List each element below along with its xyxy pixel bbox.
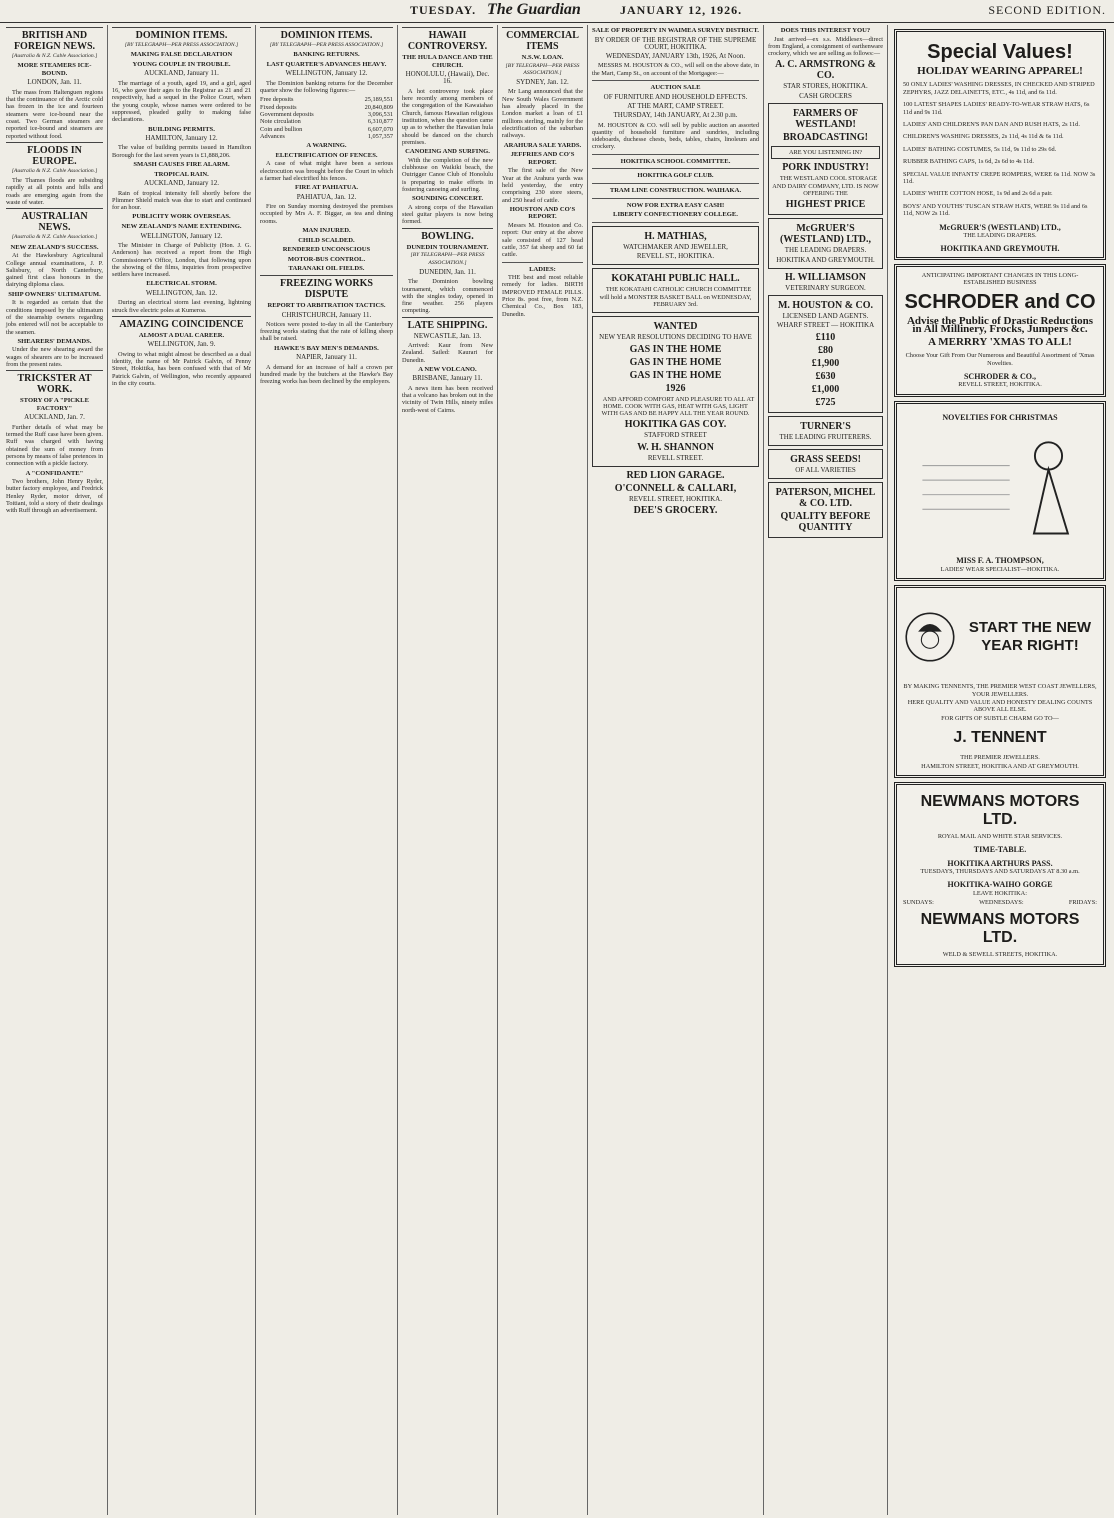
advert-date: WEDNESDAY, JANUARY 13th, 1926, At Noon. [605,52,746,61]
source-line: [BY TELEGRAPH—PER PRESS ASSOCIATION.] [124,42,239,48]
article-text: A hot controversy took place here recently among members of the congregation of the Kawaiahao Church, famous Hawaiian religious institution, when the question came up as to whether the Hawaiian hula should be danced on the church premises. [402,87,493,146]
advert-firm: A. C. ARMSTRONG & CO. [775,59,876,82]
dateline: SYDNEY, Jan. 12. [516,78,569,87]
dateline: WELLINGTON, Jan. 12. [145,288,218,297]
article-text: The value of building permits issued in Hamilton Borough for the last seven years is £1,888,206. [112,144,251,159]
column-7 [764,25,888,1515]
divider [592,154,759,155]
gas-advert [592,316,759,467]
subheading: A NEW VOLCANO. [418,365,477,373]
table-cell-value: 3,096,531 [367,110,393,118]
advert-tag: THE LEADING DRAPERS. [784,246,867,255]
column-6 [588,25,764,1515]
gas-line-1: GAS IN THE HOME [629,343,722,355]
heading-bowling: BOWLING. [402,228,493,242]
subheading: SOUNDING CONCERT. [411,195,484,203]
advert-heading: HOKITIKA GOLF CLUB. [637,172,714,180]
dateline: NAPIER, January 11. [296,353,357,362]
advert-firm: MISS F. A. THOMPSON, [956,556,1044,566]
list-item: RUBBER BATHING CAPS, 1s 6d, 2s 6d to 4s 11d. [903,158,1034,166]
subheading: DUNEDIN TOURNAMENT. [406,243,489,251]
advert-heading: HOKITIKA SCHOOL COMMITTEE. [620,157,731,165]
dateline: NEWCASTLE, Jan. 13. [413,331,482,340]
property-price-1: £110 [815,331,836,343]
article-text: Notices were posted to-day in all the Canterbury freezing works stating that the rate of killing sheep shall be raised. [260,320,393,343]
advert-heading: NOW FOR EXTRA EASY CASH! [626,201,725,209]
kokatahi-advert [592,268,759,313]
property-price-3: £1,900 [811,357,840,369]
advert-year: 1926 [665,382,686,394]
houston-advert [768,295,883,413]
advert-preheading: ANTICIPATING IMPORTANT CHANGES IN THIS LONG-ESTABLISHED BUSINESS [921,271,1079,286]
leave-label: LEAVE HOKITIKA: [973,889,1027,897]
advert-subheading: WATCHMAKER AND JEWELLER, [623,242,728,251]
advert-tag: CASH GROCERS [799,91,852,100]
heading-trickster-at-work: TRICKSTER AT WORK. [6,370,103,395]
dateline: AUCKLAND, January 12. [143,179,220,188]
table-cell-label: Free deposits [260,96,294,104]
dateline: CHRISTCHURCH, January 11. [281,310,372,319]
heading-commercial-items: COMMERCIAL ITEMS [502,27,583,52]
pork-advert [768,103,883,215]
subheading: HAWKE'S BAY MEN'S DEMANDS. [274,344,379,352]
table-cell-label: Note circulation [260,118,301,126]
advert-heading: KOKATAHI PUBLIC HALL. [611,273,740,285]
advert-heading: NEWMANS MOTORS LTD. [920,792,1080,828]
dateline: WELLINGTON, January 12. [285,69,368,78]
masthead-paper-title: The Guardian [487,1,581,18]
dateline: PAHIATUA, Jan. 12. [296,192,357,201]
banking-returns-table [260,96,393,140]
article-text: With the completion of the new clubhouse on Waikiki beach, the Outrigger Canoe Club of Honolulu is preparing to make efforts in fostering canoeing and surfing. [402,156,493,193]
subheading: TARANAKI OIL FIELDS. [288,265,365,273]
dateline: DUNEDIN, Jan. 11. [419,267,476,276]
subheading: JEFFRIES AND CO'S REPORT. [510,151,575,166]
table-row [260,104,393,111]
source-line: [BY TELEGRAPH—PER PRESS ASSOCIATION.] [505,62,580,76]
advert-xmas: A MERRRY 'XMAS TO ALL! [928,335,1072,348]
subheading: NEW ZEALAND'S SUCCESS. [10,243,99,251]
advert-firm: SCHRODER & CO., [963,372,1036,382]
dateline: BRISBANE, January 11. [412,374,483,383]
article-text: The Thames floods are subsiding rapidly at all points and hills and roads are emerging again from the waste of water. [6,177,103,207]
advert-subheading: THE LEADING FRUITERERS. [779,432,872,441]
heading-australian-news: AUSTRALIAN NEWS. [6,208,103,233]
article-text: Owing to what might almost be described as a dual identity, the name of Mr Patrick Galvin, of Penny Street, Hokitika, has been confused with that of Mr Patrick Galvin, of Wellington, who recently appeared in the city courts. [112,350,251,387]
schroder-advert [894,264,1106,397]
advert-firm: NEWMANS MOTORS LTD. [920,911,1080,947]
advert-firm: J. TENNENT [953,729,1047,747]
list-item: 100 LATEST SHAPES LADIES' READY-TO-WEAR STRAW HATS, 6s 11d and 9s 11d. [903,101,1090,116]
advert-place: AT THE MART, CAMP STREET. [627,101,724,110]
column-8 [888,25,1112,1515]
advert-question: ARE YOU LISTENING IN? [771,146,880,159]
divider [592,80,759,81]
divider [592,168,759,169]
advert-firm: HOKITIKA GAS COY. [624,419,727,431]
advert-heading: WANTED [653,321,698,333]
table-row [260,133,393,140]
column-4 [398,25,498,1515]
column-3 [256,25,398,1515]
subheading: A WARNING. [306,142,347,150]
advert-heading: O'CONNELL & CALLARI, [614,482,737,494]
subheading: N.S.W. LOAN. [521,54,564,61]
column-5 [498,25,588,1515]
table-row [260,126,393,133]
table-cell-value: 20,840,809 [364,103,393,111]
advert-subheading: NEW YEAR RESOLUTIONS DECIDING TO HAVE [599,333,752,342]
article-text: The marriage of a youth, aged 19, and a girl, aged 16, who gave their ages to the Registrar as 21 and 21 respectively, had a sequel in the Police Court, when the young couple, whose names were ordered to be suppressed, pleaded guilty to making false declarations. [112,79,251,124]
article-text: A strong corps of the Hawaiian steel guitar players is now being formed. [402,203,493,226]
advert-text: BY MAKING TENNENTS, THE PREMIER WEST COAST JEWELLERS, YOUR JEWELLERS. [903,683,1097,698]
table-cell-label: Coin and bullion [260,125,303,133]
advert-address: REVELL STREET, HOKITIKA. [629,494,722,503]
advert-text: AND AFFORD COMFORT AND PLEASURE TO ALL AT HOME. COOK WITH GAS, HEAT WITH GAS, LIGHT WITH GAS AND BE HAPPY ALL THE YEAR ROUND. [601,395,755,418]
advert-heading: M. HOUSTON & CO. [777,300,874,312]
advert-heading: H. MATHIAS, [644,230,707,242]
column-2 [108,25,256,1515]
advert-tag: LADIES' WEAR SPECIALIST—HOKITIKA. [940,565,1060,573]
property-price-6: £725 [815,396,836,408]
subheading: MAN INJURED. [302,227,351,235]
advert-address: REVELL ST., HOKITIKA. [636,252,715,261]
advert-text: HERE QUALITY AND VALUE AND HONESTY DEALING COUNTS ABOVE ALL ELSE. [907,698,1093,714]
subheading: YOUNG COUPLE IN TROUBLE. [132,60,231,68]
advert-text: Just arrived—ex s.s. Middlesex—direct from England, a consignment of earthenware crockery, which we are selling as follows:— [768,35,883,58]
advert-date: THURSDAY, 14th JANUARY, At 2.30 p.m. [613,111,738,120]
advert-tag: THE PREMIER JEWELLERS. [960,754,1040,762]
heading-late-shipping: LATE SHIPPING. [402,317,493,331]
tennent-advert [894,585,1106,778]
subheading: TROPICAL RAIN. [154,170,209,178]
subheading: ELECTRICAL STORM. [146,280,217,288]
advert-heading: H. WILLIAMSON [785,271,866,283]
timetable-title: TIME-TABLE. [973,845,1027,855]
advert-text: THE best and most reliable remedy for ladies. BIRTH IMPROVED FEMALE PILLS. Price 8s. post free, from N.Z. Chemical Co., Box 183, Dunedin. [502,274,583,318]
advert-address: WELD & SEWELL STREETS, HOKITIKA. [942,951,1058,959]
source-line: [Australia & N.Z. Cable Association.] [11,167,98,174]
heading-british-foreign-news: BRITISH AND FOREIGN NEWS. [6,27,103,52]
heading-freezing-works-dispute: FREEZING WORKS DISPUTE [260,275,393,300]
table-cell-value: 6,607,070 [367,125,393,133]
dateline: AUCKLAND, Jan. 7. [24,413,85,422]
advert-price: HIGHEST PRICE [785,199,866,211]
advert-address: STAR STORES, HOKITIKA. [783,82,868,91]
divider [592,198,759,199]
advert-text: THE WESTLAND COOL STORAGE AND DAIRY COMPANY, LTD. IS NOW OFFERING THE [772,175,879,197]
advert-subheading: OF ALL VARIETIES [795,466,856,475]
table-cell-value: 1,057,357 [367,132,393,140]
source-line: [BY TELEGRAPH—PER PRESS ASSOCIATION.] [269,42,384,48]
newmans-advert [894,782,1106,967]
advert-town: HOKITIKA AND GREYMOUTH. [776,255,875,264]
subheading: BANKING RETURNS. [293,51,360,59]
mathias-advert [592,226,759,266]
article-text: Messrs M. Houston and Co. report: Our entry at the above sale consisted of 127 head cattle, 357 fat sheep and 60 fat cattle. [502,222,583,259]
advert-heading: DOES THIS INTEREST YOU? [780,27,871,34]
list-item: LADIES' WHITE COTTON HOSE, 1s 9d and 2s 6d a pair. [903,190,1053,198]
route-days: TUESDAYS, THURSDAYS AND SATURDAYS AT 8.30 a.m. [920,867,1080,875]
subheading: ALMOST A DUAL CAREER. [138,331,225,339]
advert-subheading: BROADCASTING! [782,132,868,144]
masthead [0,0,1114,23]
subheading: PUBLICITY WORK OVERSEAS. [132,213,231,221]
subheading: SHIP OWNERS' ULTIMATUM. [8,290,101,298]
grass-seeds-advert [768,449,883,479]
article-text: During an electrical storm last evening, lightning struck five electric poles at Kumeroa. [112,299,251,314]
advert-address: WHARF STREET — HOKITIKA [776,321,875,330]
article-text: Arrived: Kaur from New Zealand. Sailed: Kaurari for Dunedin. [402,341,493,364]
mcgruers-advert [768,218,883,269]
subheading: MOTOR-BUS CONTROL. [287,255,366,263]
subheading: CHILD SCALDED. [298,236,355,244]
subheading: HOUSTON AND CO'S REPORT. [509,205,576,221]
subheading: SMASH CAUSES FIRE ALARM. [133,161,230,169]
advert-address: HAMILTON STREET, HOKITIKA AND AT GREYMOUTH. [921,762,1079,770]
advert-subheading: ROYAL MAIL AND WHITE STAR SERVICES. [937,832,1063,840]
masthead-day: TUESDAY. [410,3,477,17]
dateline: HONOLULU, (Hawaii), Dec. 16. [405,70,490,86]
advert-subheading: OF FURNITURE AND HOUSEHOLD EFFECTS. [603,92,748,101]
source-line: [BY TELEGRAPH—PER PRESS ASSOCIATION.] [410,252,485,266]
advert-heading: SALE OF PROPERTY IN WAIMEA SURVEY DISTRICT. [592,27,759,34]
turners-advert [768,416,883,446]
advert-town: HOKITIKA AND GREYMOUTH. [940,244,1060,254]
article-text: At the Hawkesbury Agricultural College annual examinations, J. P. Salisbury, of North Canterbury, gained first class honours in the dairying diploma class. [6,252,103,289]
advert-heading: START THE NEW YEAR RIGHT! [968,619,1092,655]
table-row [260,111,393,118]
subheading: LAST QUARTER'S ADVANCES HEAVY. [266,60,387,68]
advert-heading: FARMERS OF WESTLAND! [792,108,859,131]
advert-heading: GRASS SEEDS! [790,454,861,466]
advert-firm: W. H. SHANNON [637,441,714,453]
advert-firm: McGRUER'S (WESTLAND) LTD., [779,223,872,246]
advert-subheading: BY ORDER OF THE REGISTRAR OF THE SUPREME COURT, HOKITIKA. [594,35,757,51]
advert-heading: SCHRODER and CO [904,291,1096,314]
wednesday-label: WEDNESDAYS: [979,899,1024,907]
property-price-2: £80 [818,344,833,356]
advert-subheading: QUALITY BEFORE QUANTITY [780,511,871,534]
advert-heading: AUCTION SALE [650,84,701,92]
table-row [260,96,393,103]
article-text: The Dominion banking returns for the December quarter show the following figures:— [260,79,393,95]
list-item: 50 ONLY LADIES' WASHING DRESSES, IN CHECKED AND STRIPED ZEPHYRS, JAZZ DELAINETTS, ETC., 4s 11d, and 6s 11d. [903,81,1095,96]
property-price-5: £1,000 [811,383,840,395]
dateline: WELLINGTON, Jan. 9. [147,340,216,349]
article-text: A news item has been received that a volcano has broken out in the vicinity of Twin Hills, ninety miles north-west of Cairns. [402,384,493,414]
subheading: REPORT TO ARBITRATION TACTICS. [267,301,386,309]
dateline: WELLINGTON, January 12. [140,231,223,240]
article-text: The first sale of the New Year at the Arahura yards was held yesterday, the entry comprising 230 store steers, and 250 head of cattle. [502,167,583,204]
table-cell-label: Advances [260,132,285,140]
advert-heading: Special Values! [927,41,1073,63]
article-text: The Minister in Charge of Publicity (Hon. J. G. Anderson) has received a report from the High Commissioner's Office, London, that following upon the showing of the films, inquiries from prospective settlers have increased. [112,241,251,279]
table-cell-value: 25,189,551 [364,96,393,104]
table-cell-label: Government deposits [260,110,314,118]
advert-heading: TRAM LINE CONSTRUCTION. WAIHAKA. [609,186,742,194]
advert-subheading: HOLIDAY WEARING APPAREL! [917,65,1083,77]
sunday-label: SUNDAYS: [903,899,934,907]
source-line: [Australia & N.Z. Cable Association.] [11,234,98,241]
advert-heading: DEE'S GROCERY. [633,505,718,517]
advert-text: FOR GIFTS OF SUBTLE CHARM GO TO— [941,714,1059,722]
gas-line-2: GAS IN THE HOME [629,356,722,368]
table-cell-label: Fixed deposits [260,103,297,111]
gas-line-3: GAS IN THE HOME [629,369,722,381]
advert-firm: McGRUER'S (WESTLAND) LTD., [939,222,1061,232]
heading-hawaii-controversy: HAWAII CONTROVERSY. [402,27,493,52]
subheading: THE HULA DANCE AND THE CHURCH. [402,54,493,69]
advert-heading: NOVELTIES FOR CHRISTMAS [942,412,1058,422]
advert-heading: PATERSON, MICHEL & CO. LTD. [775,487,876,510]
advert-heading: RED LION GARAGE. [626,469,725,481]
soldier-illustration-icon [903,592,957,682]
source-line: [Australia & N.Z. Cable Association.] [11,53,98,59]
heading-amazing-coincidence: AMAZING COINCIDENCE [112,316,251,330]
subheading: FIRE AT PAHIATUA. [294,184,359,192]
article-text: It is regarded as certain that the conditions imposed by the ultimatum of the steamship owners regarding jobs entered will not be acceptable to the seamen. [6,299,103,336]
special-values-advert [894,29,1106,260]
subheading: ARAHURA SALE YARDS. [503,141,582,149]
table-cell-value: 6,310,877 [367,118,393,126]
heading-dominion-items: DOMINION ITEMS. [260,27,393,41]
list-item: LADIES' BATHING COSTUMES, 5s 11d, 9s 11d to 29s 6d. [903,145,1057,153]
timetable-days [903,898,1097,907]
advert-subheading: Advise the Public of Drastic Reductions in All Millinery, Frocks, Jumpers &c. [906,315,1094,335]
divider [592,183,759,184]
article-text: Further details of what may be termed the Ruff case have been given. Ruff was charged with having obtained the sum of money from persons by means of false pretences in connection with a pickle factory. [6,423,103,468]
advert-tag: THE LEADING DRAPERS. [963,231,1037,239]
article-text: Two brothers, John Henry Ryder, butter factory employee, and Fredrick Henley Ryder, motor driver, of Toitiani, told a story of their dealings with Ruff through an advertisement. [6,478,103,515]
property-price-4: £630 [815,370,836,382]
dateline: AUCKLAND, January 11. [144,69,219,78]
advert-address: REVELL STREET, HOKITIKA. [958,381,1042,389]
lady-illustration-icon [903,425,1097,545]
paterson-advert [768,482,883,538]
route-heading: HOKITIKA-WAIHO GORGE [947,880,1053,890]
advert-heading: TURNER'S [800,420,851,432]
advert-topic: PORK INDUSTRY! [782,162,869,174]
subheading: STORY OF A "PICKLE FACTORY" [20,397,89,412]
article-text: Under the new shearing award the wages of shearers are to be increased from the present rates. [6,346,103,368]
friday-label: FRIDAYS: [1068,899,1097,907]
list-item: LADIES' AND CHILDREN'S PAN DAN AND RUSH HATS, 2s 11d. [903,120,1080,128]
advert-text: Choose Your Gift From Our Numerous and Beautiful Assortment of 'Xmas Novelties. [905,352,1095,367]
subheading: NEW ZEALAND'S NAME EXTENDING. [121,223,242,231]
article-text: The mass from Haltenguen regions that the continuance of the Arctic cold has frozen in the ice and fourteen steamers were ice-bound near the coast. Two German steamers are reported ice-bound and steamers are reported without food. [6,88,103,140]
advert-address: STAFFORD STREET [644,431,707,440]
table-row [260,118,393,125]
list-item: BOYS' AND YOUTHS' TUSCAN STRAW HATS, WERE 9s 11d and 6s 11d, NOW 2s 11d. [903,202,1088,218]
advert-subheading: LICENSED LAND AGENTS. [782,312,869,321]
advert-text: M. HOUSTON & CO. will sell by public auction an assorted quantity of household furniture and sundries, including sideboards, duchesse chests, beds, tables, chairs, linoleum and crockery. [592,121,759,151]
advert-text: THE KOKATAHI CATHOLIC CHURCH COMMITTEE will hold a MONSTER BASKET BALL on WEDNESDAY, FEBRUARY 3rd. [599,286,752,308]
subheading: SHEARERS' DEMANDS. [17,337,92,345]
subheading: CANOEING AND SURFING. [405,148,490,156]
dateline: LONDON, Jan. 11. [27,78,82,87]
article-text: Rain of tropical intensity fell shortly before the Plimmer Shield match was due to start and continued for an hour. [112,189,251,212]
thompson-advert [894,401,1106,581]
article-text: Fire on Sunday morning destroyed the premises occupied by Mrs A. F. Biggar, as tea and dining rooms. [260,203,393,225]
masthead-edition: SECOND EDITION. [988,3,1106,17]
subheading: A "CONFIDANTE" [25,469,84,477]
advert-subheading: VETERINARY SURGEON. [785,283,866,292]
subheading: MORE STEAMERS ICE-BOUND. [17,62,92,77]
subheading-ladies: LADIES: [529,265,556,273]
advert-text: MESSRS M. HOUSTON & CO., will sell on the above date, in the Mart, Camp St., on account of the Mortgagee:— [592,62,759,77]
heading-dominion-items: DOMINION ITEMS. [112,27,251,41]
subheading: RENDERED UNCONSCIOUS [282,246,371,254]
divider [502,262,583,263]
subheading: MAKING FALSE DECLARATION [130,51,233,59]
list-item: SPECIAL VALUE INFANTS' CREPE ROMPERS, WERE 6s 11d. NOW 3s 11d. [903,170,1096,185]
divider [592,222,759,223]
article-text: The Dominion bowling tournament, which commenced with the singles today, opened in fine weather. 256 players competing. [402,278,493,315]
masthead-date: JANUARY 12, 1926. [620,3,743,17]
dateline: HAMILTON, January 12. [145,134,218,143]
list-item: CHILDREN'S WASHING DRESSES, 2s 11d, 4s 11d & 6s 11d. [903,133,1064,141]
subheading: BUILDING PERMITS. [148,125,215,133]
article-text: Mr Lang announced that the New South Wales Government has already placed in the London market a loan of £1 millions sterling, mainly for the electrification of the suburban railways. [502,88,583,140]
advert-heading: LIBERTY CONFECTIONERY COLLEGE. [613,211,738,219]
advert-address: REVELL STREET. [647,453,704,462]
article-text: A case of what might have been a serious electrocution was brought before the Court in which a farmer had electrified his fences. [260,160,393,182]
subheading: ELECTRIFICATION OF FENCES. [275,151,378,159]
route-heading: HOKITIKA ARTHURS PASS. [947,858,1053,868]
article-text: A demand for an increase of half a crown per hundred made by the butchers at the Hawke's Bay freezing works has been declined by the employers. [260,363,393,386]
column-1 [2,25,108,1515]
heading-floods-europe: FLOODS IN EUROPE. [6,142,103,167]
